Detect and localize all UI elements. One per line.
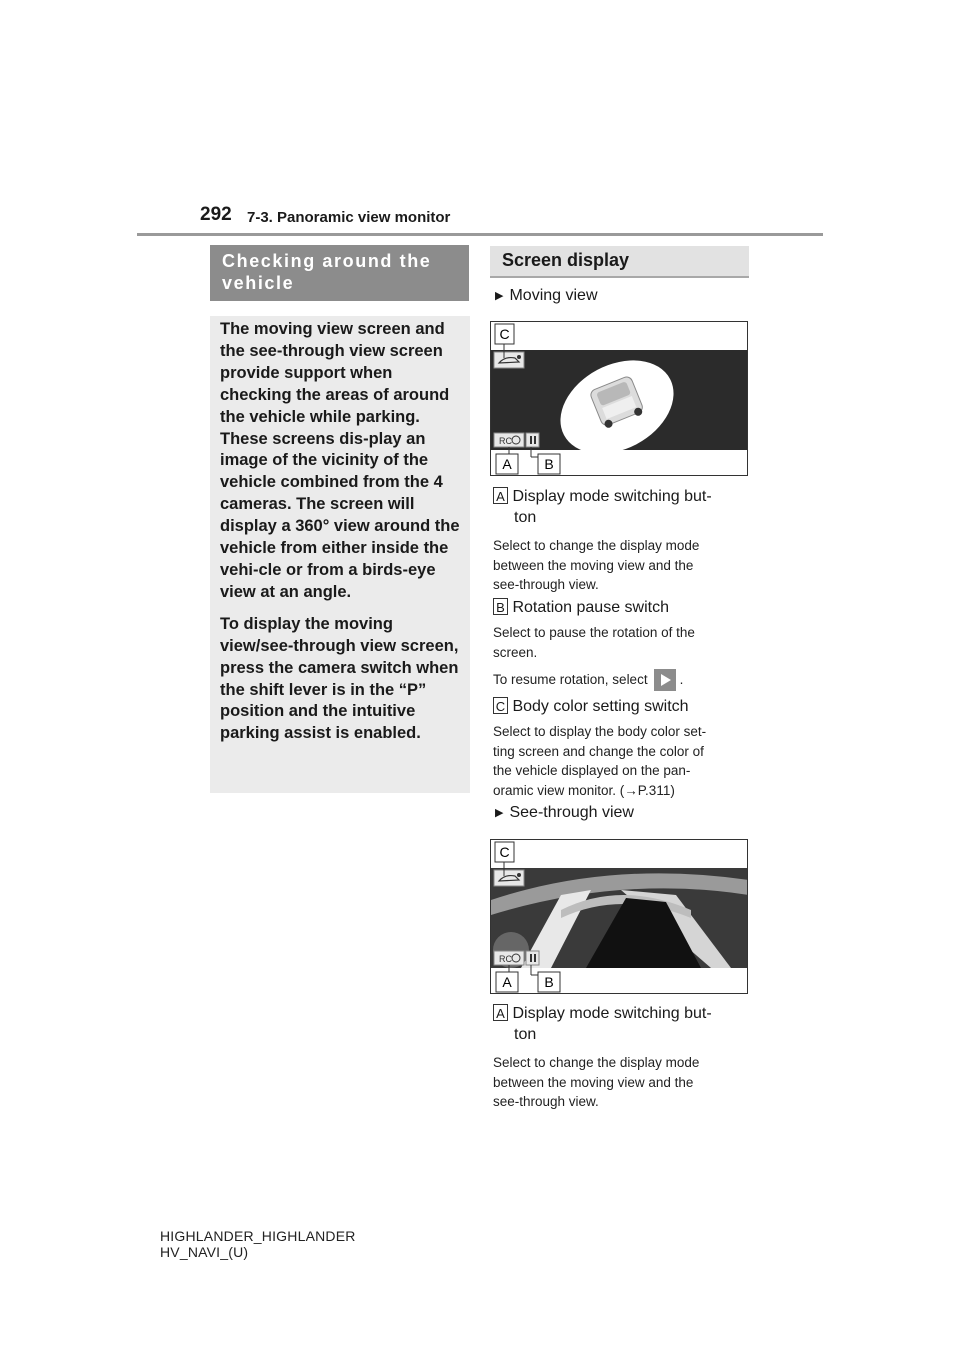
moving-view-screen — [490, 321, 748, 476]
svg-text:RC: RC — [499, 954, 512, 964]
footer-line: HV_NAVI_(U) — [160, 1244, 249, 1260]
item-title: Body color setting switch — [512, 698, 689, 715]
header-divider — [137, 233, 823, 236]
screen-display-title: Screen display — [490, 246, 749, 278]
label-c: C — [493, 697, 508, 714]
see-through-illustration — [491, 840, 748, 994]
see-through-view-heading: ▶ See-through view — [495, 804, 634, 821]
checking-around-body — [210, 316, 470, 793]
item-title: ton — [514, 1026, 537, 1043]
item-title: Display mode switching but- — [512, 488, 712, 505]
checking-around-title: Checking around the vehicle — [210, 245, 469, 301]
item-b-moving: B Rotation pause switch Select to pause the rotation of the screen. To resume rotation, select . — [493, 597, 753, 691]
label-a: A — [493, 1004, 508, 1021]
item-title: ton — [514, 509, 537, 526]
play-icon — [654, 669, 676, 691]
item-title: Rotation pause switch — [512, 599, 669, 616]
moving-view-illustration — [491, 322, 748, 476]
section-title: 7-3. Panoramic view monitor — [247, 209, 451, 226]
item-c-moving: C Body color setting switch Select to display the body color set- ting screen and change the color of the vehicle displayed on the pan- oramic view monitor. (→P.311) — [493, 698, 707, 798]
label-b: B — [493, 598, 508, 615]
moving-view-heading: ▶ Moving view — [495, 287, 598, 304]
item-a-moving: A Display mode switching but- ton Select to change the display mode between the moving view and the see-through view. — [493, 486, 753, 595]
item-a-see-through: A Display mode switching but- ton Select to change the display mode between the moving view and the see-through view. — [493, 1003, 753, 1112]
paragraph: The moving view screen and the see-through view screen provide support when checking the areas of around the vehicle while parking. These screens dis-play an image of the vicinity of the vehicle combined from the 4 cameras. The screen will display a 360° view around the vehicle from either inside the vehi-cle or from a birds-eye view at an angle. — [220, 320, 460, 601]
callout-b: B — [544, 456, 554, 472]
callout-a: A — [502, 974, 512, 990]
svg-text:RC: RC — [499, 436, 512, 446]
callout-a: A — [502, 456, 512, 472]
callout-c: C — [499, 326, 510, 342]
callout-c: C — [499, 844, 510, 860]
item-title: Display mode switching but- — [512, 1005, 712, 1022]
triangle-right-icon: ▶ — [495, 290, 504, 302]
footer — [160, 1228, 356, 1260]
page-number: 292 — [200, 204, 232, 225]
label-a: A — [493, 487, 508, 504]
paragraph: To display the moving view/see-through view screen, press the camera switch when the shift lever is in the “P” position and the intuitive parking assist is enabled. — [220, 614, 459, 743]
see-through-view-screen — [490, 839, 748, 994]
callout-b: B — [544, 974, 554, 990]
arrow-right-icon: → — [624, 782, 638, 798]
footer-line: HIGHLANDER_HIGHLANDER — [160, 1228, 356, 1244]
triangle-right-icon: ▶ — [495, 807, 504, 819]
